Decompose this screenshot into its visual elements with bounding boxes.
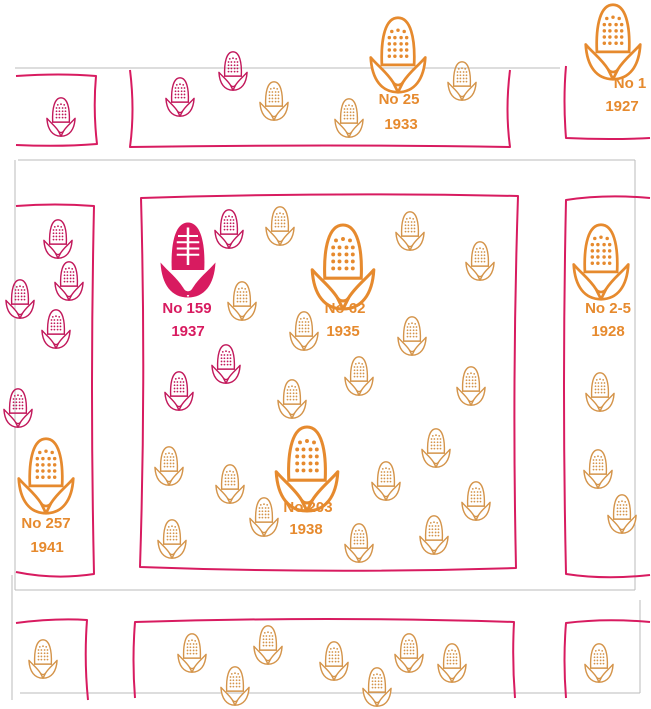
corn-cob-icon [29,640,57,678]
corn-cob-icon [254,626,282,664]
corn-cob-icon [457,367,485,405]
corn-cob-icon [278,380,306,418]
corn-cob-icon [466,242,494,280]
corn-cob-icon [260,82,288,120]
corn-cob-icon [165,372,193,410]
corn-cob-icon [586,5,641,79]
large-orange-corn [19,5,641,513]
corn-cob-icon [55,262,83,300]
corn-cob-icon [345,524,373,562]
corn-cob-icon [155,447,183,485]
small-orange-corn [29,62,639,706]
corn-cob-icon [266,207,294,245]
corn-cob-icon [608,495,636,533]
corn-cob-icon [422,429,450,467]
plot-borders [16,66,650,700]
plot-guides [12,68,640,700]
corn-cob-icon [345,357,373,395]
label-no-257-name: No 257 [21,515,71,532]
small-magenta-corn [4,52,247,427]
corn-cob-icon [228,282,256,320]
corn-cob-icon [320,642,348,680]
corn-cob-icon [584,450,612,488]
label-no-25-name: No 25 [378,91,420,108]
plot-right [564,196,650,577]
corn-cob-icon [216,465,244,503]
corn-cob-icon [420,516,448,554]
corn-cob-icon [215,210,243,248]
corn-cob-icon [19,439,74,513]
corn-cob-icon [574,225,629,299]
label-no-2-5-name: No 2-5 [585,300,631,317]
label-no-62-year: 1935 [326,323,360,340]
corn-cob-icon [221,667,249,705]
corn-cob-icon [398,317,426,355]
corn-cob-icon [396,212,424,250]
corn-cob-icon [462,482,490,520]
corn-cob-icon [438,644,466,682]
corn-cob-icon [47,98,75,136]
corn-cob-icon [586,373,614,411]
label-no-203-name: No 203 [283,499,333,516]
corn-cob-icon [158,520,186,558]
corn-cob-icon [212,345,240,383]
corn-cob-icon [178,634,206,672]
label-no-257-year: 1941 [30,539,64,556]
corn-cob-icon [6,280,34,318]
corn-cob-icon [585,644,613,682]
label-no-62-name: No 62 [324,300,366,317]
label-no-25-year: 1933 [384,116,418,133]
label-no-1-year: 1927 [605,98,639,115]
corn-cob-icon [335,99,363,137]
highlight-corn [161,223,216,298]
corn-cob-icon [372,462,400,500]
corn-cob-icon [161,223,216,298]
corn-cob-icon [395,634,423,672]
corn-cob-icon [290,312,318,350]
label-no-159-year: 1937 [171,323,205,340]
label-no-2-5-year: 1928 [591,323,625,340]
label-no-1-name: No 1 [613,75,647,92]
corn-cob-icon [363,668,391,706]
corn-cob-icon [4,389,32,427]
corn-cob-icon [44,220,72,258]
corn-cob-icon [42,310,70,348]
label-no-203-year: 1938 [289,521,323,538]
corn-cob-icon [312,225,374,309]
corn-cob-icon [250,498,278,536]
corn-cob-icon [371,18,426,92]
label-no-159-name: No 159 [162,300,212,317]
corn-cob-icon [166,78,194,116]
corn-cob-icon [219,52,247,90]
